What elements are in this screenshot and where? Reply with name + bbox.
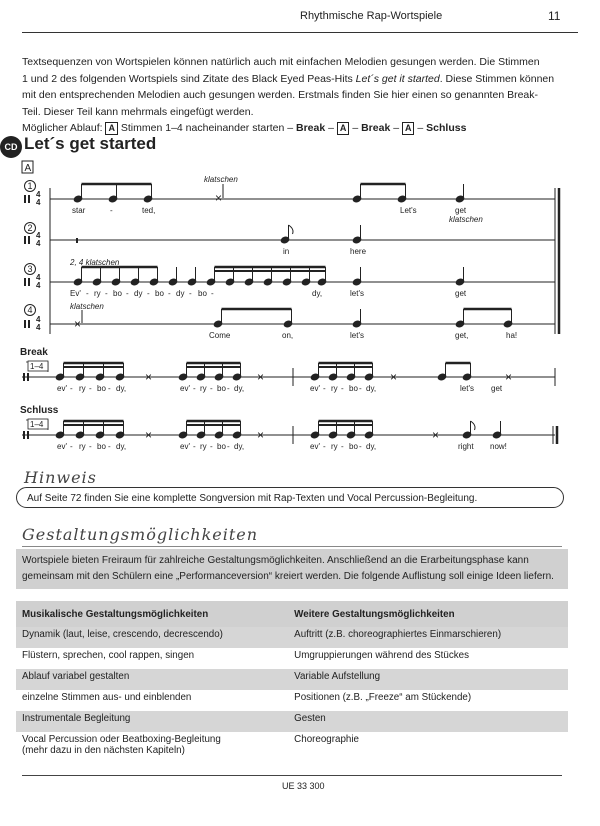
schluss-label: Schluss (20, 405, 59, 416)
dash: – (328, 122, 334, 134)
music-score (0, 158, 600, 458)
schluss-word: Schluss (426, 122, 467, 134)
gestaltung-intro: Wortspiele bieten Freiraum für zahlreiche Gestaltungsmöglichkeiten. Anschließend an die Erarbeitungsphase kann gemeinsam mit den Schülern eine „Performanceversion“ kreiert werden. Die folgende Auflistung soll einige Ideen liefern. (16, 549, 568, 589)
voice-staves (50, 188, 559, 334)
svg-text:4: 4 (36, 323, 41, 332)
svg-text:4: 4 (36, 281, 41, 290)
lyric: dy, (312, 289, 323, 298)
song-reference: Let´s get it started (355, 72, 440, 85)
lyric: - (193, 442, 196, 451)
lyric: get (455, 206, 467, 215)
hinweis-title: Hinweis (24, 468, 97, 487)
ablauf-label: Möglicher Ablauf: (22, 122, 103, 134)
lyric: get (455, 289, 467, 298)
dash: – (393, 122, 400, 134)
lyric: - (227, 442, 230, 451)
schluss-notes (55, 421, 501, 442)
intro-line: mit den entsprechenden Melodien auch gesungen werden. Erstmals finden Sie hier einen so genannten Break- (22, 89, 538, 101)
lyric: dy, (366, 442, 377, 451)
break-label: Break (20, 347, 48, 358)
lyric: Come (209, 331, 231, 340)
lyric: - (210, 442, 213, 451)
voice-3-annotation: 2, 4 klatschen (70, 258, 120, 267)
lyric: let's (460, 384, 474, 393)
lyric: - (108, 384, 111, 393)
cell-line: Vocal Percussion oder Beatboxing-Begleitung (22, 734, 221, 745)
table-cell: Choreographie (288, 732, 568, 758)
lyric: ha! (506, 331, 518, 340)
lyric: dy, (116, 384, 127, 393)
column-header: Musikalische Gestaltungsmöglichkeiten (16, 601, 288, 627)
svg-text:×: × (505, 370, 513, 384)
break-notes (55, 363, 512, 384)
header-rule (22, 32, 578, 33)
lyric: - (211, 289, 214, 298)
voice-3-notes (73, 267, 464, 286)
voice-number: 4 (27, 305, 33, 315)
lyric: - (189, 289, 192, 298)
table-header-row (16, 601, 568, 627)
lyric: star (72, 206, 86, 215)
svg-text:4: 4 (36, 239, 41, 248)
lyric: right (458, 442, 474, 451)
voice-1-annotation: klatschen (449, 215, 483, 224)
voice-1-notes (73, 184, 464, 205)
lyric: - (193, 384, 196, 393)
lyric: - (126, 289, 129, 298)
svg-text:×: × (257, 370, 265, 384)
dash: – (352, 122, 359, 134)
svg-text:×: × (390, 370, 398, 384)
table-row (16, 627, 568, 648)
lyric: dy, (234, 442, 245, 451)
lyric: bo (349, 442, 358, 451)
lyric: ev' (180, 442, 190, 451)
lyric: - (323, 384, 326, 393)
lyric: dy (176, 289, 185, 298)
lyric: - (359, 384, 362, 393)
column-header: Weitere Gestaltungsmöglichkeiten (288, 601, 568, 627)
lyric: ted, (142, 206, 156, 215)
intro-line: Teil. Dieser Teil kann mehrmals eingefügt werden. (22, 105, 254, 118)
table-cell: Auftritt (z.B. choreographiertes Einmarschieren) (288, 627, 568, 648)
voice-4-notes (74, 309, 513, 331)
break-word: Break (296, 122, 326, 134)
svg-text:×: × (74, 317, 82, 331)
cd-icon: CD (0, 136, 22, 158)
running-header-title: Rhythmische Rap-Wortspiele (300, 10, 443, 22)
lyric: - (341, 384, 344, 393)
table-cell: Dynamik (laut, leise, crescendo, decrescendo) (16, 627, 288, 648)
table-row (16, 711, 568, 732)
lyric: Let's (400, 206, 417, 215)
intro-line (22, 71, 562, 88)
lyric: bo (113, 289, 122, 298)
intro-text (22, 54, 562, 137)
svg-text:×: × (257, 428, 265, 442)
lyric: dy (134, 289, 143, 298)
lyric: - (89, 384, 92, 393)
lyric: let's (350, 289, 364, 298)
lyric: - (323, 442, 326, 451)
lyric: ev' (57, 442, 67, 451)
lyric: ry (79, 442, 86, 451)
lyric: ev' (180, 384, 190, 393)
section-a-box: A (402, 122, 415, 135)
svg-text:×: × (215, 191, 223, 205)
lyric: - (168, 289, 171, 298)
lyric: dy, (234, 384, 245, 393)
lyric: - (341, 442, 344, 451)
lyric: ry (331, 442, 338, 451)
table-cell: Ablauf variabel gestalten (16, 669, 288, 690)
lyric: - (70, 384, 73, 393)
voice-2-notes (76, 225, 362, 244)
lyric: - (359, 442, 362, 451)
gestaltung-rule (22, 546, 562, 547)
ablauf-text: Stimmen 1–4 nacheinander starten – (120, 122, 294, 134)
svg-text:4: 4 (36, 273, 41, 282)
lyric: - (86, 289, 89, 298)
break-word: Break (361, 122, 391, 134)
cell-line: (mehr dazu in den nächsten Kapiteln) (22, 745, 185, 756)
gestaltung-title: Gestaltungsmöglichkeiten (22, 525, 259, 544)
lyric: get, (455, 331, 469, 340)
table-row (16, 669, 568, 690)
svg-text:×: × (145, 370, 153, 384)
lyric: ry (331, 384, 338, 393)
intro-fragment: . Diese Stimmen können (439, 72, 555, 85)
lyric: - (147, 289, 150, 298)
svg-text:4: 4 (36, 198, 41, 207)
table-cell: Umgruppierungen während des Stückes (288, 648, 568, 669)
svg-text:×: × (432, 428, 440, 442)
lyric: - (108, 442, 111, 451)
lyric: bo (217, 442, 226, 451)
section-a-label: A (24, 163, 32, 174)
lyric: now! (490, 442, 507, 451)
section-a-box: A (105, 122, 118, 135)
footer-rule (22, 775, 562, 776)
table-row (16, 690, 568, 711)
lyric: on, (282, 331, 294, 340)
lyric: ry (200, 384, 207, 393)
song-title: Let´s get started (24, 134, 157, 153)
gestaltung-table (16, 601, 568, 758)
table-cell: einzelne Stimmen aus- und einblenden (16, 690, 288, 711)
lyric: - (110, 206, 113, 215)
section-a-box: A (337, 122, 350, 135)
svg-text:×: × (145, 428, 153, 442)
table-cell: Flüstern, sprechen, cool rappen, singen (16, 648, 288, 669)
svg-text:4: 4 (36, 315, 41, 324)
lyric: bo (155, 289, 164, 298)
lyric: ev' (310, 384, 320, 393)
table-cell: Positionen (z.B. „Freeze“ am Stückende) (288, 690, 568, 711)
intro-fragment: 1 und 2 des folgenden Wortspiels sind Zitate des Black Eyed Peas-Hits (22, 72, 356, 85)
break-box: 1–4 (30, 362, 44, 371)
lyric: dy, (366, 384, 377, 393)
table-row (16, 732, 568, 758)
lyric: get (491, 384, 503, 393)
page-number: 11 (548, 9, 561, 23)
lyric: bo (97, 442, 106, 451)
dash: – (417, 122, 424, 134)
voice-number: 3 (27, 264, 33, 274)
footer-code: UE 33 300 (282, 781, 325, 791)
lyric: - (70, 442, 73, 451)
lyric: ev' (57, 384, 67, 393)
hinweis-box: Auf Seite 72 finden Sie eine komplette Songversion mit Rap-Texten und Vocal Percussion-Begleitung. (16, 487, 564, 508)
lyric: ev' (310, 442, 320, 451)
lyric: bo (198, 289, 207, 298)
lyric: - (105, 289, 108, 298)
lyric: ry (200, 442, 207, 451)
table-cell: Instrumentale Begleitung (16, 711, 288, 732)
lyric: bo (97, 384, 106, 393)
lyric: - (227, 384, 230, 393)
lyric: - (210, 384, 213, 393)
voice-number: 2 (27, 223, 33, 233)
voice-1-annotation: klatschen (204, 175, 238, 184)
lyric: let's (350, 331, 364, 340)
schluss-box: 1–4 (30, 420, 44, 429)
lyric: - (89, 442, 92, 451)
lyric: here (350, 247, 367, 256)
lyric: in (283, 247, 290, 256)
table-cell (16, 732, 288, 758)
svg-text:4: 4 (36, 231, 41, 240)
lyric: Ev' (70, 289, 81, 298)
lyric: bo (349, 384, 358, 393)
table-cell: Gesten (288, 711, 568, 732)
lyric: ry (79, 384, 86, 393)
svg-text:4: 4 (36, 190, 41, 199)
voice-4-annotation: klatschen (70, 302, 104, 311)
table-cell: Variable Aufstellung (288, 669, 568, 690)
lyric: bo (217, 384, 226, 393)
lyric: ry (94, 289, 101, 298)
table-row (16, 648, 568, 669)
voice-number: 1 (27, 181, 33, 191)
intro-line: Textsequenzen von Wortspielen können natürlich auch mit einfachen Melodien gesungen werden. Die Stimmen (22, 56, 540, 68)
lyric: dy, (116, 442, 127, 451)
